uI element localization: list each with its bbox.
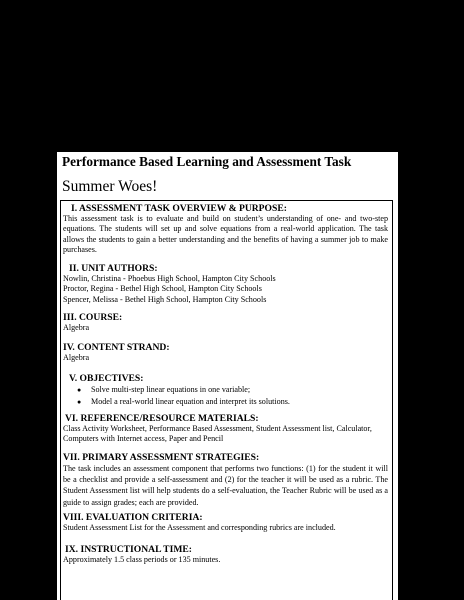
section-text: This assessment task is to evaluate and build on student’s understanding of one- and two-step equations. The students will set up and solve equations from a real-world application. The task allows the students to gain a better understanding and the benefits of having a summer job to make purchases. [63,214,388,255]
section-heading: VIII. EVALUATION CRITERIA: [63,512,203,523]
section-objectives [63,373,388,408]
section-text: Approximately 1.5 class periods or 135 minutes. [63,555,221,564]
task-outline-box [60,200,393,600]
section-text: Algebra [63,323,90,332]
section-strategies [63,452,388,508]
section-text: Student Assessment List for the Assessment and corresponding rubrics are included. [63,523,336,532]
document-title: Performance Based Learning and Assessment Task [62,154,352,169]
list-item: ● Solve multi-step linear equations in one variable; [77,385,251,394]
author-line: Spencer, Melissa - Bethel High School, Hampton City Schools [63,294,267,304]
objectives-list [63,384,388,408]
section-text: Algebra [63,353,90,362]
section-heading: IX. INSTRUCTIONAL TIME: [65,544,192,555]
section-time [63,544,388,565]
document-page [57,152,398,600]
section-heading: I. ASSESSMENT TASK OVERVIEW & PURPOSE: [71,203,287,214]
author-line: Proctor, Regina - Bethel High School, Hampton City Schools [63,284,262,294]
bullet-icon: ● [77,398,82,406]
author-line: Nowlin, Christina - Phoebus High School, Hampton City Schools [63,274,276,283]
section-heading: II. UNIT AUTHORS: [69,263,158,274]
section-heading: V. OBJECTIVES: [69,373,144,384]
section-authors [63,263,388,305]
section-materials [63,413,388,445]
section-strand [63,342,388,363]
materials-line: Class Activity Worksheet, Performance Based Assessment, Student Assessment list, Calculator, [63,424,372,433]
section-overview [63,203,388,256]
section-evaluation [63,512,388,533]
section-heading: IV. CONTENT STRAND: [63,342,170,353]
document-subtitle: Summer Woes! [62,178,158,195]
section-heading: VI. REFERENCE/RESOURCE MATERIALS: [65,413,259,424]
section-text: The task includes an assessment component that performs two functions: (1) for the student it will be a checklist and provide a self-assessment and (2) for the teacher it will be used as a rubric. The Student Assessment list will help students do a self-evaluation, the Teacher Rubric will be used as a guide to assign grades; each are provided. [63,464,388,507]
section-course [63,312,388,333]
section-heading: VII. PRIMARY ASSESSMENT STRATEGIES: [63,452,260,463]
list-item: ● Model a real-world linear equation and interpret its solutions. [77,397,290,406]
bullet-icon: ● [77,386,82,394]
materials-line: Computers with Internet access, Paper and Pencil [63,434,224,444]
section-heading: III. COURSE: [63,312,123,323]
